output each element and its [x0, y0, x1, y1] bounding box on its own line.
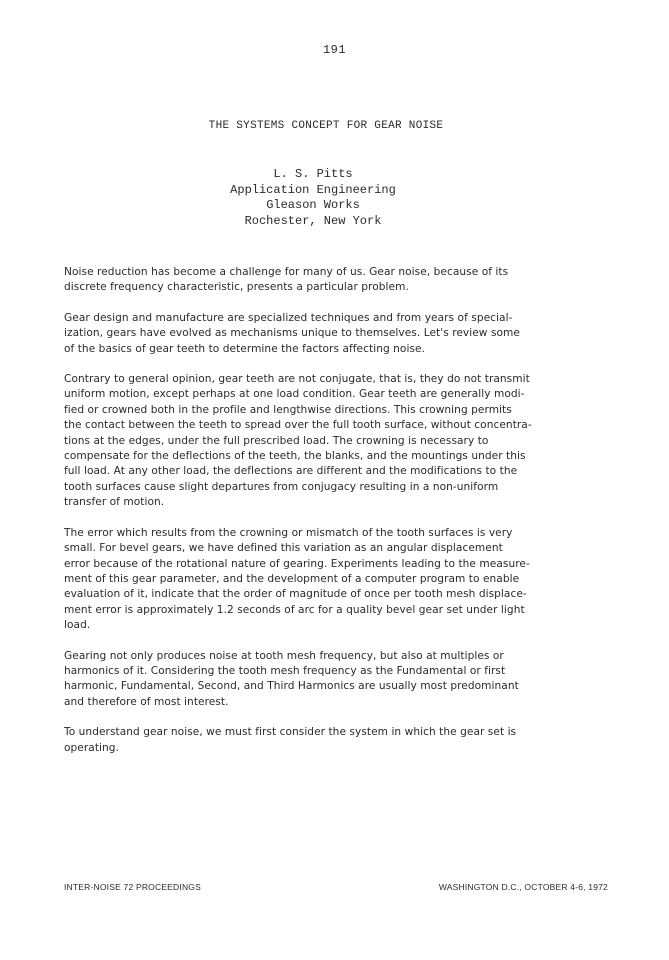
text-line: Contrary to general opinion, gear teeth are not conjugate, that is, they do not transmit — [64, 373, 530, 386]
text-line: tooth surfaces cause slight departures from conjugacy resulting in a non-uniform — [64, 480, 499, 493]
text-line: operating. — [64, 741, 119, 754]
text-line: Gearing not only produces noise at tooth mesh frequency, but also at multiples or — [64, 649, 504, 662]
footer-proceedings: INTER-NOISE 72 PROCEEDINGS — [64, 882, 201, 892]
paragraph — [64, 649, 612, 711]
text-line: fied or crowned both in the profile and lengthwise directions. This crowning permits — [64, 403, 512, 416]
text-line: ment error is approximately 1.2 seconds of arc for a quality bevel gear set under light — [64, 603, 525, 616]
text-line: compensate for the deflections of the teeth, the blanks, and the mountings under this — [64, 450, 526, 463]
text-line: ization, gears have evolved as mechanisms unique to themselves. Let's review some — [64, 327, 520, 340]
paragraph — [64, 725, 612, 756]
text-line: error because of the rotational nature of gearing. Experiments leading to the measure- — [64, 557, 530, 570]
page-number: 191 — [322, 43, 347, 57]
author-location: Rochester, New York — [244, 213, 382, 228]
text-line: transfer of motion. — [64, 496, 165, 509]
paragraph — [64, 265, 612, 296]
text-line: tions at the edges, under the full prescribed load. The crowning is necessary to — [64, 434, 489, 447]
text-line: harmonics of it. Considering the tooth mesh frequency as the Fundamental or first — [64, 664, 506, 677]
paragraph — [64, 311, 612, 357]
article-body — [64, 265, 612, 771]
author-department: Application Engineering — [230, 182, 396, 197]
text-line: To understand gear noise, we must first consider the system in which the gear set is — [64, 726, 517, 739]
author-name: L. S. Pitts — [273, 167, 353, 181]
author-block — [0, 167, 626, 229]
paragraph — [64, 526, 612, 634]
text-line: Noise reduction has become a challenge for many of us. Gear noise, because of its — [64, 266, 509, 278]
text-line: the contact between the teeth to spread over the full tooth surface, without concentra- — [64, 419, 532, 432]
text-line: full load. At any other load, the deflections are different and the modifications to the — [64, 465, 518, 478]
footer-location-date: WASHINGTON D.C., OCTOBER 4-6, 1972 — [438, 882, 608, 892]
text-line: small. For bevel gears, we have defined this variation as an angular displacement — [64, 542, 503, 555]
text-line: Gear design and manufacture are specialized techniques and from years of special- — [64, 311, 513, 324]
text-line: uniform motion, except perhaps at one load condition. Gear teeth are generally modi- — [64, 388, 525, 401]
author-company: Gleason Works — [266, 198, 360, 212]
paragraph — [64, 372, 612, 511]
text-line: The error which results from the crowning or mismatch of the tooth surfaces is very — [64, 526, 513, 539]
paper-title: THE SYSTEMS CONCEPT FOR GEAR NOISE — [208, 120, 444, 132]
text-line: and therefore of most interest. — [64, 695, 229, 708]
text-line: harmonic, Fundamental, Second, and Third Harmonics are usually most predominant — [64, 680, 519, 693]
text-line: ment of this gear parameter, and the development of a computer program to enable — [64, 572, 520, 585]
text-line: of the basics of gear teeth to determine the factors affecting noise. — [64, 342, 425, 355]
text-line: discrete frequency characteristic, presents a particular problem. — [64, 281, 409, 294]
text-line: load. — [64, 619, 91, 632]
text-line: evaluation of it, indicate that the order of magnitude of once per tooth mesh displace- — [64, 588, 527, 601]
